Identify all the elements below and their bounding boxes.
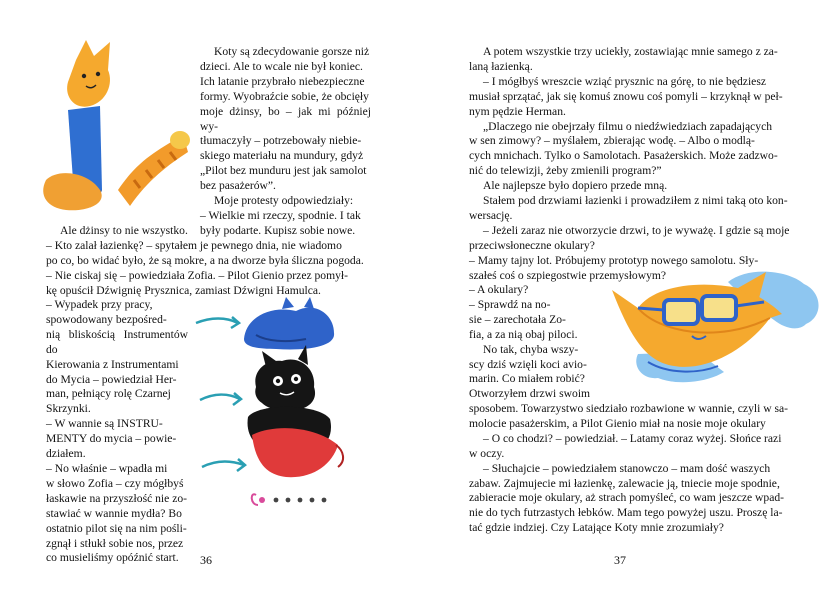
text-line: były podarte. Kupisz sobie nowe. (200, 223, 356, 237)
text-line: łaskawie na przyszłość nie zo- (46, 491, 187, 505)
text-line: A potem wszystkie trzy uciekły, zostawiając mnie samego z za- (483, 45, 778, 58)
text-line: musiał sprzątać, jak się komuś znowu coś pomyli – krzyknął w peł- (469, 89, 783, 103)
text-line: MENTY do mycia – powie- (46, 432, 177, 446)
text-line: Stałem pod drzwiami łazienki i prowadziłem z nimi taką oto kon- (483, 194, 788, 208)
text-line: – A okulary? (469, 283, 529, 296)
text-line: do Mycia – powiedział Her- (46, 372, 177, 386)
text-line: formy. Wyobraźcie sobie, że obcięły (200, 89, 369, 103)
page-number: 37 (614, 553, 626, 567)
text-line: zabieracie moje okulary, aż strach pomyśleć, co wam jeszcze wpad- (469, 491, 785, 505)
right-top-text (469, 45, 807, 284)
text-line: sposobem. Towarzystwo siedziało rozbawione w wannie, czyli w sa- (469, 402, 789, 415)
text-line: skiego materiału na mundury, gdyż (200, 149, 364, 163)
text-line: – Mamy tajny lot. Próbujemy prototyp nowego samolotu. Sły- (469, 253, 759, 267)
text-line: Skrzynki. (46, 402, 91, 416)
text-line: kę opuścił Dźwignię Prysznica, zamiast Dźwigni Hamulca. (46, 283, 321, 297)
text-line: Ich latanie przybrało niebezpieczne (200, 74, 365, 88)
text-line: nią bliskością Instrumentów do (46, 327, 188, 356)
text-line: – Wielkie mi rzeczy, spodnie. I tak (200, 208, 361, 222)
text-line: w oczy. (469, 446, 505, 460)
text-line: molocie pasażerskim, a Pilot Gienio miał na nosie moje okulary (469, 416, 766, 430)
text-line: działem. (46, 447, 86, 461)
text-line: Ale dżinsy to nie wszystko. (60, 224, 188, 237)
text-line: fia, a za nią obaj piloci. (469, 327, 578, 341)
text-line: stawiać w wannie mydła? Bo (46, 506, 182, 520)
text-line: scy dziś wzięli koci avio- (469, 357, 587, 371)
text-line: dzieci. Ale to wcale nie był koniec. (200, 59, 363, 73)
text-line: tłumaczyły – potrzebowały niebie- (200, 134, 362, 148)
text-line: nie do tych futrzastych łebków. Mam tego powyżej uszu. Proszę la- (469, 506, 783, 520)
text-line: Ale najlepsze było dopiero przede mną. (483, 179, 668, 193)
right-bottom-text (469, 402, 807, 536)
blue-and-black-cats-icon (186, 295, 396, 525)
text-line: wersację. (469, 208, 513, 222)
text-line: – No właśnie – wpadła mi (46, 461, 168, 475)
text-line: Kierowania z Instrumentami (46, 357, 179, 371)
text-line: No tak, chyba wszy- (483, 342, 579, 356)
text-line: nić do telewizji, żeby zmienili program?” (469, 164, 662, 178)
text-line: po co, bo widać było, że są mokre, a na dworze była śliczna pogoda. (46, 253, 364, 267)
text-line: sie – zarechotała Zo- (469, 312, 566, 326)
text-line: Koty są zdecydowanie gorsze niż (214, 45, 370, 58)
text-line: w słowo Zofia – czy mógłbyś (46, 476, 184, 490)
text-line: – Jeżeli zaraz nie otworzycie drzwi, to je wyważę. I gdzie są moje (483, 223, 790, 237)
text-line: szałeś coś o szpiegostwie przemysłowym? (469, 268, 667, 282)
right-page (420, 0, 840, 600)
text-line: zabaw. Zajmujecie mi łazienkę, zalewacie ją, tniecie moje spodnie, (469, 476, 780, 490)
text-line: zgnął i stłukł sobie nos, przez (46, 536, 184, 550)
page-number: 36 (200, 553, 212, 567)
text-line: nym pędzie Herman. (469, 104, 566, 118)
text-line: moje dżinsy, bo – jak mi później wy- (200, 104, 371, 133)
text-line: w sen zimowy? – myślałem, zbierając wodę. – Albo o modlą- (469, 134, 755, 148)
text-line: man, pełniący rolę Czarnej (46, 387, 171, 401)
text-line: marin. Co miałem robić? (469, 372, 585, 386)
orange-cat-pilot-icon (28, 40, 200, 220)
left-full-text (46, 224, 371, 299)
text-line: – Kto zalał łazienkę? – spytałem je pewnego dnia, nie wiadomo (46, 238, 342, 252)
right-narrow-text (469, 283, 597, 402)
text-line: – Sprawdź na no- (469, 297, 551, 311)
text-line: cych mnichach. Tylko o Samolotach. Pasażerskich. Może zadzwo- (469, 149, 778, 163)
text-line: – Słuchajcie – powiedziałem stanowczo – mam dość waszych (483, 461, 771, 475)
text-line: tać gdzie indziej. Czy Latające Koty mnie zrozumiały? (469, 521, 724, 535)
text-line: – Nie ciskaj się – powiedziała Zofia. – Pilot Gienio przez pomył- (46, 268, 348, 282)
text-line: Otworzyłem drzwi swoim (469, 387, 591, 401)
text-line: laną łazienką. (469, 59, 533, 73)
text-line: – O co chodzi? – powiedział. – Latamy coraz wyżej. Słońce razi (483, 431, 782, 445)
text-line: „Pilot bez munduru jest jak samolot (200, 164, 367, 178)
text-line: przeciwsłoneczne okulary? (469, 238, 595, 252)
text-line: „Dlaczego nie obejrzały filmu o niedźwiedziach zapadających (483, 119, 773, 133)
text-line: bez pasażerów”. (200, 179, 276, 193)
text-line: – Wypadek przy pracy, (46, 298, 153, 311)
text-line: – W wannie są INSTRU- (46, 417, 163, 431)
text-line: co musieliśmy opóźnić start. (46, 551, 179, 565)
text-line: – I mógłbyś wreszcie wziąć prysznic na górę, to nie będziesz (483, 74, 766, 88)
left-top-text (200, 45, 371, 239)
text-line: ostatnio pilot się na nim pośli- (46, 521, 187, 535)
left-narrow-text (46, 298, 188, 566)
text-line: spowodowany bezpośred- (46, 312, 167, 326)
text-line: Moje protesty odpowiedziały: (214, 194, 354, 208)
cat-with-goggles-icon (598, 262, 830, 402)
